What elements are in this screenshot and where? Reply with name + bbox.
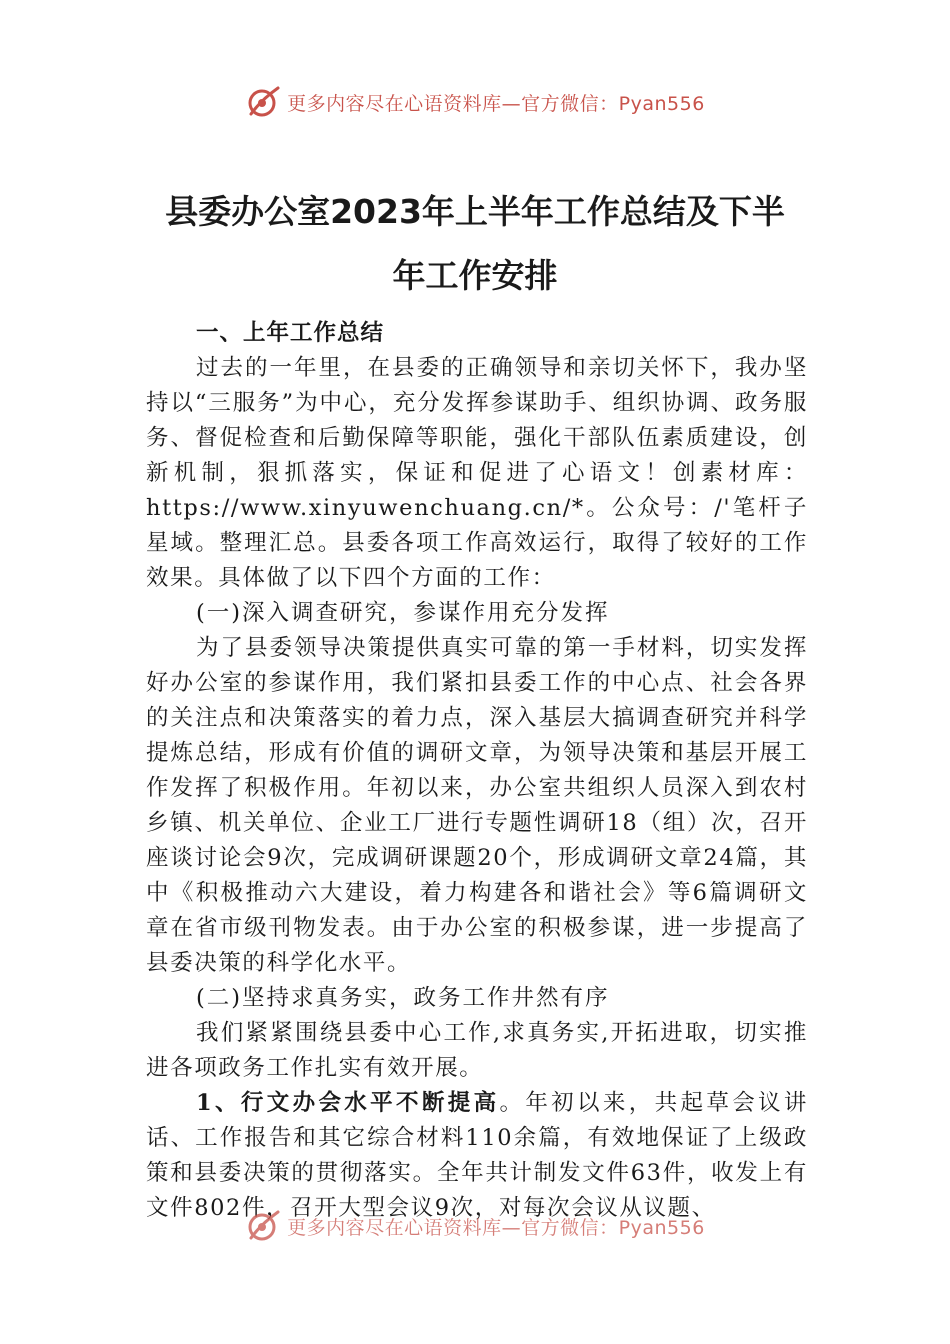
document-title-line2: 年工作安排 — [392, 256, 558, 295]
watermark-banner-top — [0, 82, 950, 122]
watermark-text-bottom: 更多内容尽在心语资料库—官方微信：Pyan556 — [287, 1216, 705, 1239]
brush-logo-icon — [245, 1208, 281, 1244]
brush-logo-icon — [245, 84, 281, 120]
document-body — [146, 316, 808, 1226]
subsection-1-paragraph: 为了县委领导决策提供真实可靠的第一手材料，切实发挥好办公室的参谋作用，我们紧扣县委工作的中心点、社会各界的关注点和决策落实的着力点，深入基层大搞调查研究并科学提炼总结，形成有价值的调研文章，为领导决策和基层开展工作发挥了积极作用。年初以来，办公室共组织人员深入到农村乡镇、机关单位、企业工厂进行专题性调研18（组）次，召开座谈讨论会9次，完成调研课题20个，形成调研文章24篇，其中《积极推动六大建设，着力构建各和谐社会》等6篇调研文章在省市级刊物发表。由于办公室的积极参谋，进一步提高了县委决策的科学化水平。 — [146, 635, 808, 976]
watermark-banner-bottom — [0, 1206, 950, 1246]
subsection-2-paragraph: 我们紧紧围绕县委中心工作,求真务实,开拓进取，切实推进各项政务工作扎实有效开展。 — [146, 1020, 808, 1081]
section-1-paragraph: 过去的一年里，在县委的正确领导和亲切关怀下，我办坚持以“三服务”为中心，充分发挥参谋助手、组织协调、政务服务、督促检查和后勤保障等职能，强化干部队伍素质建设，创新机制，狠抓落实，保证和促进了心语文！创素材库：https://www.xinyuwenchuang.cn/*。公众号：/'笔杆子星域。整理汇总。县委各项工作高效运行，取得了较好的工作效果。具体做了以下四个方面的工作： — [146, 355, 808, 591]
watermark-text-top: 更多内容尽在心语资料库—官方微信：Pyan556 — [287, 92, 705, 115]
subsection-heading-2: (二)坚持求真务实，政务工作井然有序 — [196, 985, 610, 1011]
item-1-paragraph — [146, 1086, 808, 1226]
item-1-lead: 1、行文办会水平不断提高 — [196, 1090, 500, 1116]
item-1-text: 。年初以来，共起草会议讲话、工作报告和其它综合材料110余篇，有效地保证了上级政策和县委决策的贯彻落实。全年共计制发文件63件，收发上有文件802件，召开大型会议9次，对每次会议从议题、 — [146, 1090, 809, 1221]
document-title-line1: 县委办公室2023年上半年工作总结及下半 — [165, 192, 785, 231]
section-heading-1: 一、上年工作总结 — [196, 320, 385, 346]
subsection-heading-1: (一)深入调查研究，参谋作用充分发挥 — [196, 600, 610, 626]
